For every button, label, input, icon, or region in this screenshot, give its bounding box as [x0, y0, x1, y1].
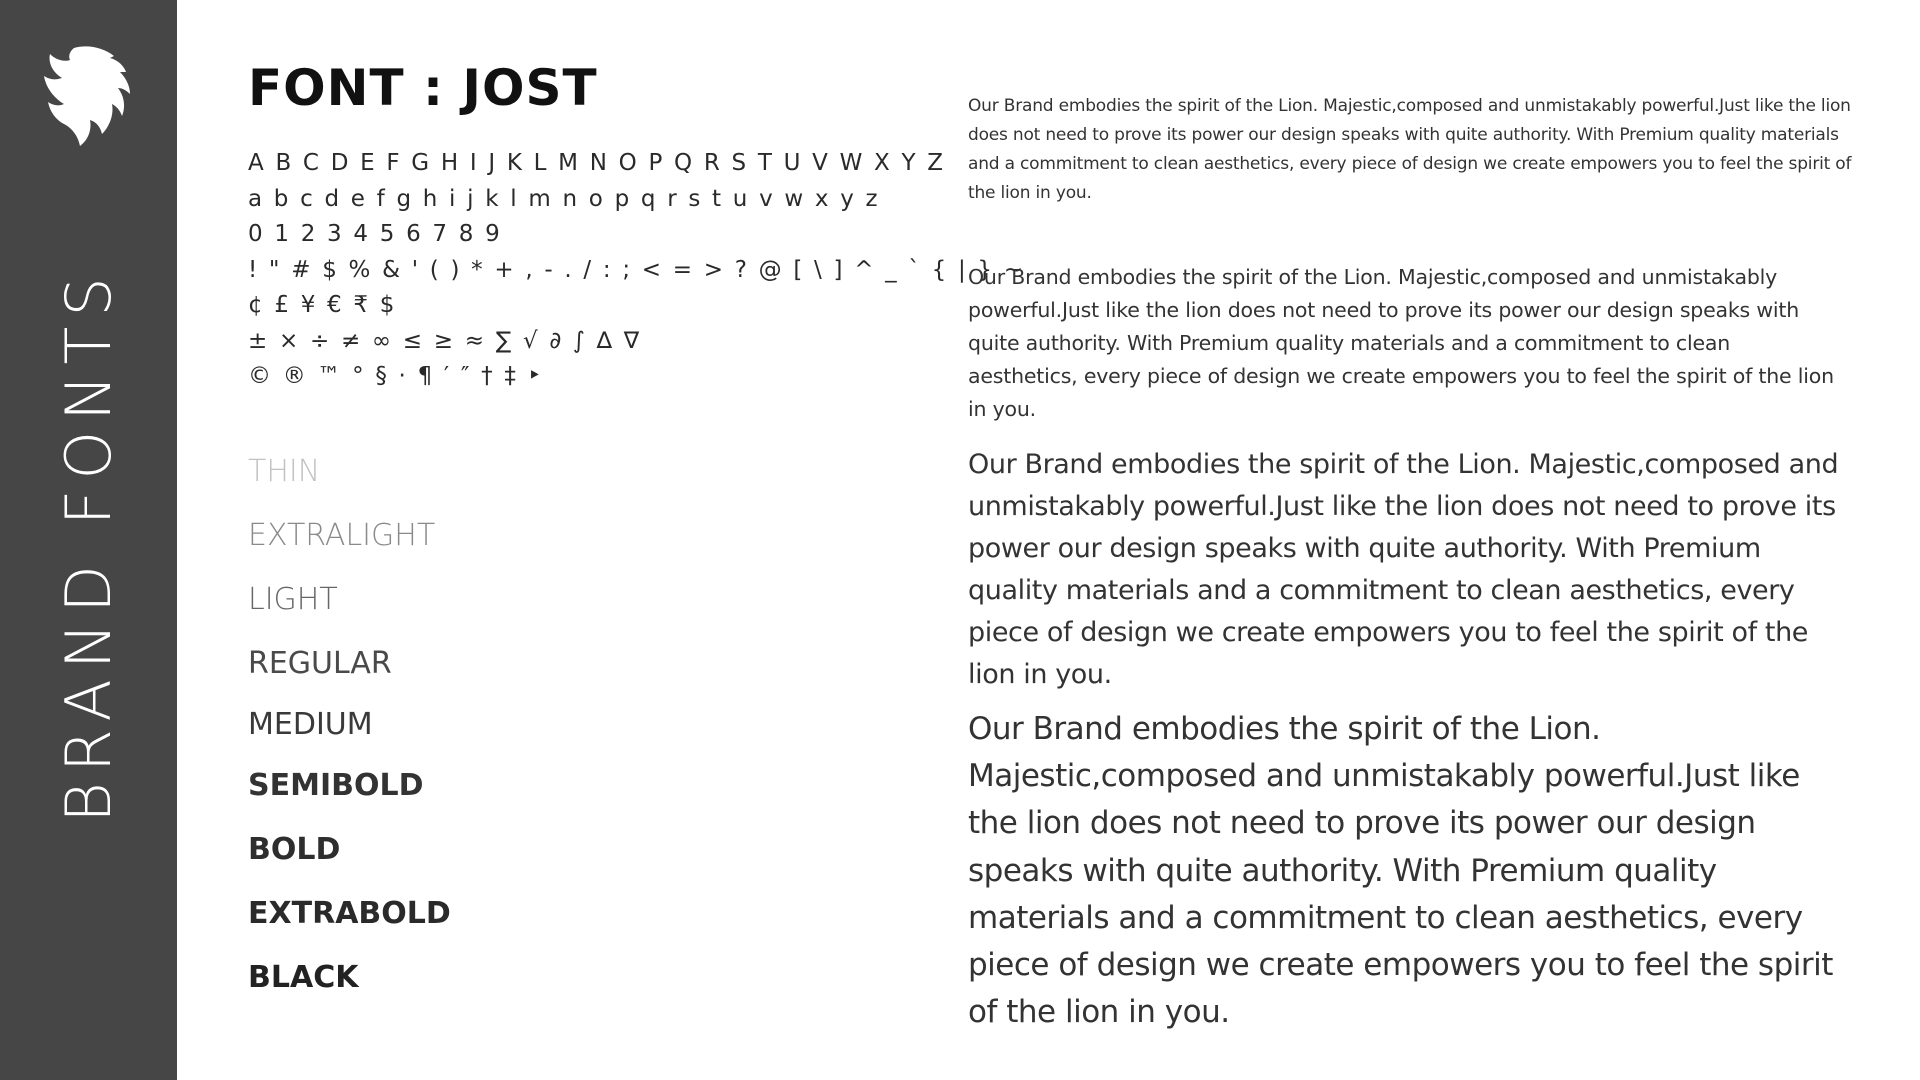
weight-thin: THIN [248, 454, 321, 489]
glyph-row-uppercase: A B C D E F G H I J K L M N O P Q R S T U V W X Y Z [248, 150, 946, 176]
sidebar-title: BRAND FONTS [52, 267, 125, 823]
glyph-row-symbols: © ® ™ ° § · ¶ ′ ″ † ‡ ‣ [248, 363, 544, 389]
weight-light: LIGHT [248, 582, 338, 617]
weight-regular: REGULAR [248, 646, 392, 681]
glyph-set [248, 146, 1026, 395]
glyph-row-currency: ¢ £ ¥ € ₹ $ [248, 292, 397, 318]
glyph-row-lowercase: a b c d e f g h i j k l m n o p q r s t u v w x y z [248, 185, 880, 212]
glyph-row-math: ± × ÷ ≠ ∞ ≤ ≥ ≈ ∑ √ ∂ ∫ ∆ ∇ [248, 327, 642, 354]
sample-text-medium: Our Brand embodies the spirit of the Lion. Majestic,composed and unmistakably powerful.Just like the lion does not need to prove its power our design speaks with quite authority. With Premium quality materials and a commitment to clean aesthetics, every piece of design we create empowers you to feel the spirit of the lion in you. [968, 265, 1834, 421]
weight-bold: BOLD [248, 832, 341, 867]
page-title: FONT : JOST [248, 59, 598, 117]
font-specimen [248, 56, 1026, 395]
weight-medium: MEDIUM [248, 707, 373, 742]
sample-text-small: Our Brand embodies the spirit of the Lion. Majestic,composed and unmistakably powerful.Just like the lion does not need to prove its power our design speaks with quite authority. With Premium quality materials and a commitment to clean aesthetics, every piece of design we create empowers you to feel the spirit of the lion in you. [968, 96, 1852, 203]
weight-black: BLACK [248, 960, 359, 995]
sidebar [0, 0, 177, 1080]
sample-text-xlarge: Our Brand embodies the spirit of the Lion. Majestic,composed and unmistakably powerful.Just like the lion does not need to prove its power our design speaks with quite authority. With Premium quality materials and a commitment to clean aesthetics, every piece of design we create empowers you to feel the spirit of the lion in you. [968, 711, 1833, 1031]
weight-extralight: EXTRALIGHT [248, 518, 436, 553]
weight-extrabold: EXTRABOLD [248, 896, 451, 931]
glyph-row-digits: 0 1 2 3 4 5 6 7 8 9 [248, 221, 502, 247]
sample-text-large: Our Brand embodies the spirit of the Lion. Majestic,composed and unmistakably powerful.Just like the lion does not need to prove its power our design speaks with quite authority. With Premium quality materials and a commitment to clean aesthetics, every piece of design we create empowers you to feel the spirit of the lion in you. [968, 449, 1839, 690]
lion-head-icon [44, 46, 132, 146]
glyph-row-punctuation: ! " # $ % & ' ( ) * + , - . / : ; < = > ? @ [ \ ] ^ _ ` { | } ~ [248, 256, 1026, 283]
weight-list [248, 452, 748, 998]
weight-semibold: SEMIBOLD [248, 768, 424, 803]
